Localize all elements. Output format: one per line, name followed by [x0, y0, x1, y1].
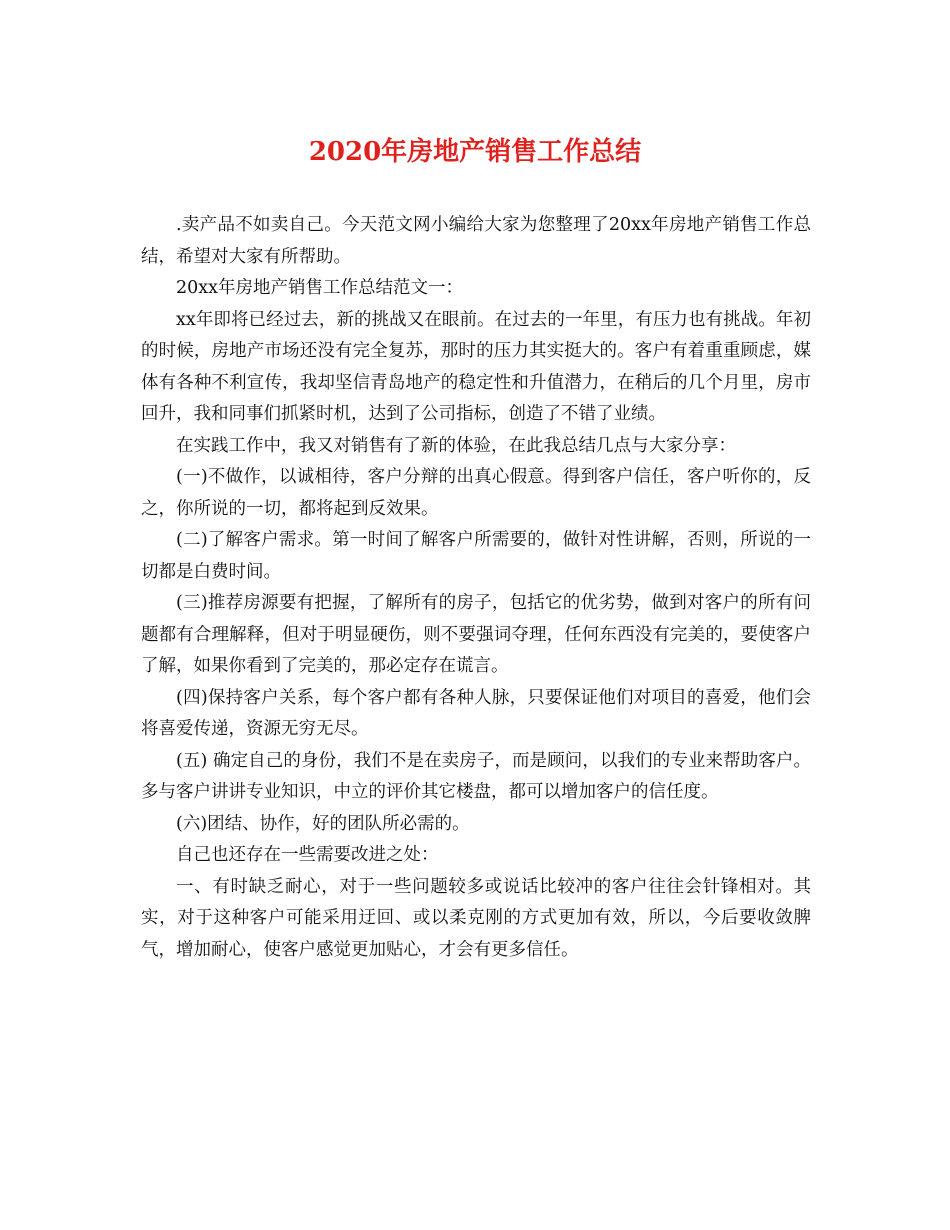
paragraph-point-5: (五) 确定自己的身份，我们不是在卖房子，而是顾问，以我们的专业来帮助客户。多与客户讲讲专业知识，中立的评价其它楼盘，都可以增加客户的信任度。: [141, 750, 811, 802]
paragraph-sample-heading: 20xx年房地产销售工作总结范文一：: [176, 278, 464, 298]
paragraph-improvement-1: 一、有时缺乏耐心，对于一些问题较多或说话比较冲的客户往往会针锋相对。其实，对于这种客户可能采用迂回、或以柔克刚的方式更加有效，所以，今后要收敛脾气，增加耐心，使客户感觉更加贴心，才会有更多信任。: [141, 876, 811, 960]
document-body: [141, 210, 811, 966]
paragraph-intro: .卖产品不如卖自己。今天范文网小编给大家为您整理了20xx年房地产销售工作总结，希望对大家有所帮助。: [141, 215, 811, 267]
paragraph-improvement-intro: 自己也还存在一些需要改进之处：: [176, 845, 439, 865]
document-title: 2020年房地产销售工作总结: [308, 137, 642, 167]
paragraph-point-6: (六)团结、协作，好的团队所必需的。: [176, 813, 470, 834]
paragraph-experience-intro: 在实践工作中，我又对销售有了新的体验，在此我总结几点与大家分享：: [176, 435, 736, 456]
paragraph-point-2: (二)了解客户需求。第一时间了解客户所需要的，做针对性讲解，否则，所说的一切都是白费时间。: [141, 530, 811, 582]
paragraph-year-review: xx年即将已经过去，新的挑战又在眼前。在过去的一年里，有压力也有挑战。年初的时候，房地产市场还没有完全复苏，那时的压力其实挺大的。客户有着重重顾虑，媒体有各种不利宣传，我却坚信青岛地产的稳定性和升值潜力，在稍后的几个月里，房市回升，我和同事们抓紧时机，达到了公司指标，创造了不错了业绩。: [141, 309, 811, 424]
paragraph-point-1: (一)不做作，以诚相待，客户分辩的出真心假意。得到客户信任，客户听你的，反之，你所说的一切，都将起到反效果。: [141, 467, 811, 519]
paragraph-point-4: (四)保持客户关系，每个客户都有各种人脉，只要保证他们对项目的喜爱，他们会将喜爱传递，资源无穷无尽。: [141, 687, 811, 739]
paragraph-point-3: (三)推荐房源要有把握，了解所有的房子，包括它的优劣势，做到对客户的所有问题都有合理解释，但对于明显硬伤，则不要强词夺理，任何东西没有完美的，要使客户了解，如果你看到了完美的，那必定存在谎言。: [141, 593, 811, 676]
